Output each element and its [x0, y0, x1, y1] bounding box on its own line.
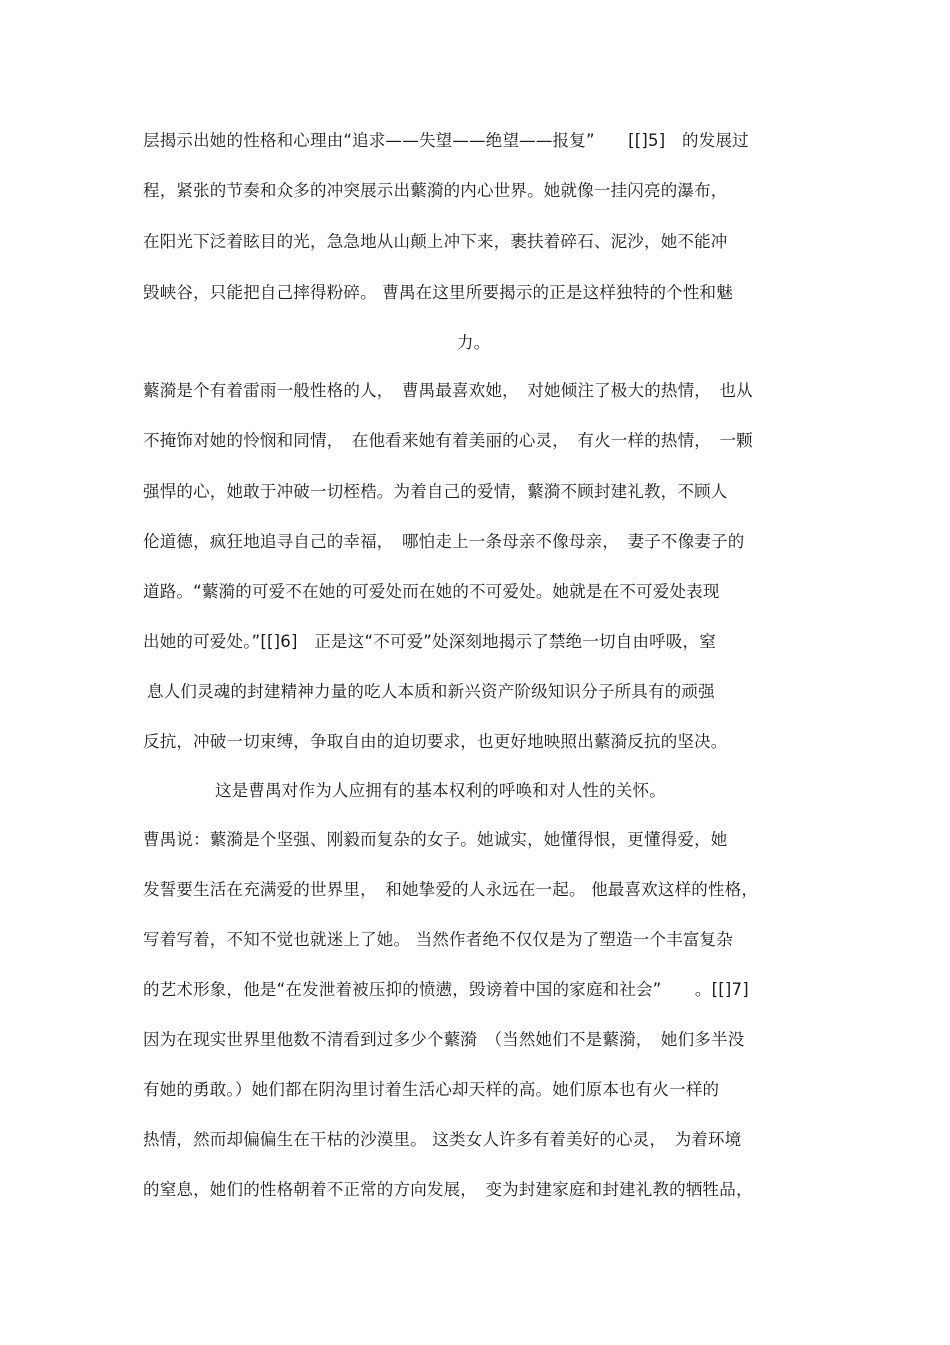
- text-line: 的艺术形象，他是“在发泄着被压抑的愤懑，毁谤着中国的家庭和社会” 。[[]7]: [143, 980, 749, 999]
- text-line: 息人们灵魂的封建精神力量的吃人本质和新兴资产阶级知识分子所具有的顽强: [147, 682, 715, 701]
- text-line: 写着写着，不知不觉也就迷上了她。 当然作者绝不仅仅是为了塑造一个丰富复杂: [143, 930, 733, 949]
- text-line: 强悍的心，她敢于冲破一切桎梏。为着自己的爱情，蘩漪不顾封建礼教，不顾人: [143, 482, 728, 501]
- text-line: 因为在现实世界里他数不清看到过多少个蘩漪 （当然她们不是蘩漪， 她们多半没: [143, 1030, 745, 1049]
- text-line: 有她的勇敢。）她们都在阴沟里讨着生活心却天样的高。她们原本也有火一样的: [143, 1080, 720, 1099]
- text-line: 层揭示出她的性格和心理由“追求——失望——绝望——报复” [[]5] 的发展过: [143, 131, 749, 150]
- text-line: 在阳光下泛着眩目的光，急急地从山颠上冲下来，裹扶着碎石、泥沙，她不能冲: [143, 232, 728, 251]
- text-line: 反抗，冲破一切束缚，争取自由的迫切要求，也更好地映照出蘩漪反抗的坚决。: [143, 732, 728, 751]
- text-line: 不掩饰对她的怜悯和同情， 在他看来她有着美丽的心灵， 有火一样的热情， 一颗: [143, 431, 753, 450]
- text-line: 伦道德，疯狂地追寻自己的幸福， 哪怕走上一条母亲不像母亲， 妻子不像妻子的: [143, 532, 745, 551]
- text-line: 的窒息，她们的性格朝着不正常的方向发展， 变为封建家庭和封建礼教的牺牲品，: [143, 1180, 753, 1199]
- text-line: 发誓要生活在充满爱的世界里， 和她挚爱的人永远在一起。 他最喜欢这样的性格，: [143, 880, 759, 899]
- text-line: 力。: [457, 333, 491, 352]
- text-line: 这是曹禺对作为人应拥有的基本权利的呼唤和对人性的关怀。: [215, 781, 666, 800]
- text-line: 程，紧张的节奏和众多的冲突展示出蘩漪的内心世界。她就像一挂闪亮的瀑布，: [143, 181, 728, 200]
- text-line: 曹禺说：蘩漪是个坚强、刚毅而复杂的女子。她诚实，她懂得恨，更懂得爱，她: [143, 830, 728, 849]
- text-line: 蘩漪是个有着雷雨一般性格的人， 曹禺最喜欢她， 对她倾注了极大的热情， 也从: [143, 381, 753, 400]
- text-line: 道路。“蘩漪的可爱不在她的可爱处而在她的不可爱处。她就是在不可爱处表现: [143, 582, 720, 601]
- text-line: 热情，然而却偏偏生在干枯的沙漠里。 这类女人许多有着美好的心灵， 为着环境: [143, 1130, 742, 1149]
- text-line: 出她的可爱处。”[[]6] 正是这“不可爱”处深刻地揭示了禁绝一切自由呼吸，窒: [143, 632, 716, 651]
- text-line: 毁峡谷，只能把自己摔得粉碎。 曹禺在这里所要揭示的正是这样独特的个性和魅: [143, 283, 733, 302]
